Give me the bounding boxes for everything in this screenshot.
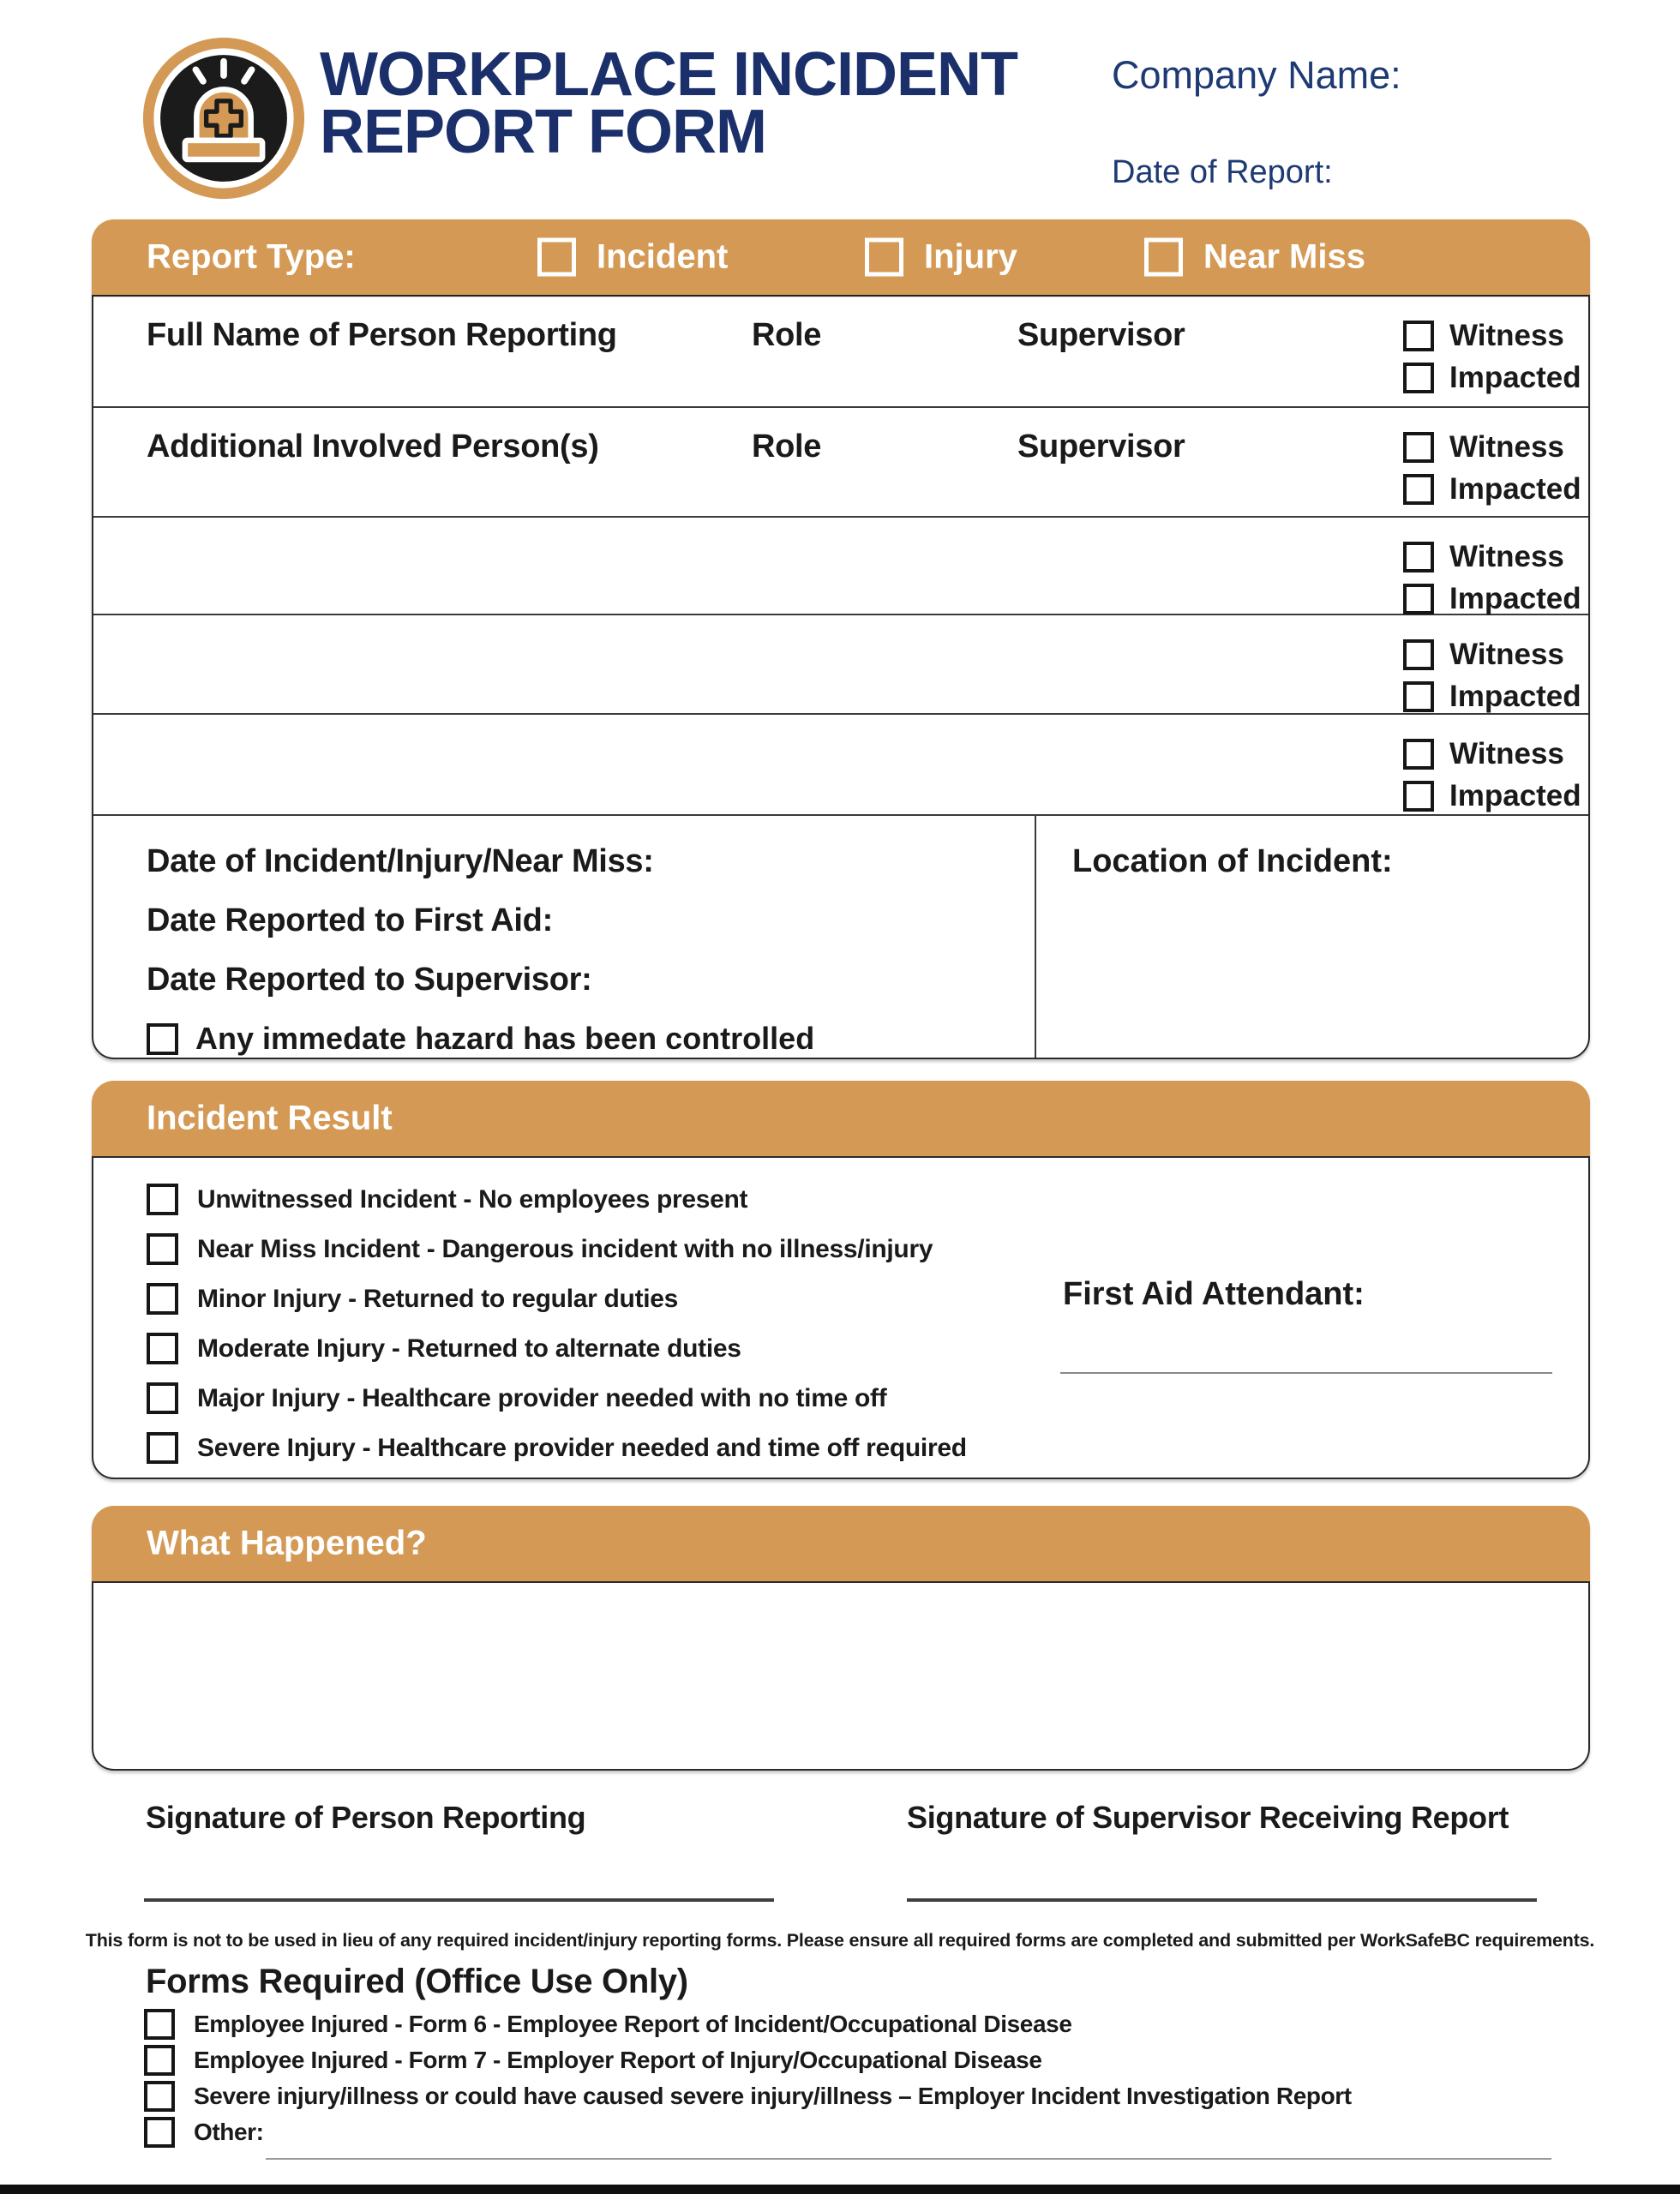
signature-person-line[interactable] (144, 1898, 774, 1902)
what-happened-textarea[interactable] (92, 1581, 1590, 1771)
additional-person-supervisor-header: Supervisor (1017, 429, 1185, 465)
report-type-option-near-miss (1144, 238, 1365, 277)
investigation-report-checkbox[interactable] (144, 2081, 175, 2112)
report-type-bar (92, 219, 1590, 295)
witness-impacted-block (1403, 430, 1581, 514)
dates-column (93, 816, 1036, 1058)
minor-injury-checkbox[interactable] (147, 1283, 178, 1315)
first-aid-attendant-input-line[interactable] (1060, 1372, 1552, 1374)
near-miss-incident-label: Near Miss Incident - Dangerous incident with no illness/injury (197, 1234, 933, 1263)
signature-supervisor-line[interactable] (907, 1898, 1537, 1902)
investigation-report-label: Severe injury/illness or could have caused severe injury/illness – Employer Incident Investigation Report (194, 2083, 1352, 2109)
siren-alarm-logo-icon (141, 36, 306, 201)
severe-injury-label: Severe Injury - Healthcare provider needed and time off required (197, 1433, 967, 1462)
impacted-checkbox[interactable] (1403, 681, 1434, 712)
witness-checkbox[interactable] (1403, 321, 1434, 351)
location-of-incident-label: Location of Incident: (1072, 843, 1393, 879)
impacted-label: Impacted (1449, 582, 1581, 615)
form7-checkbox[interactable] (144, 2045, 175, 2076)
result-option-severe-injury (147, 1432, 1588, 1464)
report-details-table (92, 219, 1590, 1059)
person-reporting-role-header: Role (752, 317, 822, 353)
first-aid-attendant-label: First Aid Attendant: (1063, 1276, 1365, 1312)
witness-impacted-block (1403, 319, 1581, 403)
witness-label: Witness (1449, 737, 1564, 770)
hazard-controlled-option (147, 1021, 1035, 1057)
witness-impacted-block (1403, 540, 1581, 624)
date-of-report-label[interactable]: Date of Report: (1112, 154, 1333, 190)
other-label: Other: (194, 2119, 264, 2145)
what-happened-header: What Happened? (147, 1524, 427, 1562)
location-column[interactable] (1036, 816, 1588, 1058)
incident-label: Incident (597, 237, 729, 276)
person-reporting-row[interactable] (93, 297, 1588, 408)
unwitnessed-incident-checkbox[interactable] (147, 1184, 178, 1215)
result-option-unwitnessed (147, 1184, 1588, 1215)
incident-checkbox[interactable] (537, 238, 576, 277)
hazard-controlled-label: Any immedate hazard has been controlled (195, 1021, 815, 1056)
form6-checkbox[interactable] (144, 2009, 175, 2040)
additional-person-name-header: Additional Involved Person(s) (147, 429, 599, 465)
page-title-line1: WORKPLACE INCIDENT (320, 40, 1017, 109)
witness-label: Witness (1449, 638, 1564, 671)
witness-label: Witness (1449, 540, 1564, 573)
result-option-moderate-injury (147, 1333, 1588, 1364)
report-type-label: Report Type: (147, 237, 356, 276)
what-happened-header-bar (92, 1506, 1590, 1581)
result-option-minor-injury (147, 1283, 1588, 1315)
signature-person-label: Signature of Person Reporting (146, 1800, 586, 1835)
forms-required-header: Forms Required (Office Use Only) (146, 1963, 688, 2000)
date-of-incident-label[interactable]: Date of Incident/Injury/Near Miss: (147, 843, 654, 879)
dates-location-row (93, 816, 1588, 1058)
impacted-label: Impacted (1449, 680, 1581, 713)
page-title (320, 40, 1017, 166)
incident-result-header-bar (92, 1081, 1590, 1156)
witness-impacted-block (1403, 638, 1581, 722)
date-reported-first-aid-label[interactable]: Date Reported to First Aid: (147, 902, 553, 938)
date-reported-supervisor-label[interactable]: Date Reported to Supervisor: (147, 962, 592, 998)
other-input-line[interactable] (266, 2158, 1551, 2160)
form6-option (144, 2009, 1352, 2040)
witness-label: Witness (1449, 319, 1564, 352)
other-option (144, 2117, 1352, 2148)
witness-checkbox[interactable] (1403, 432, 1434, 463)
person-reporting-name-header: Full Name of Person Reporting (147, 317, 617, 353)
incident-result-body (92, 1156, 1590, 1479)
page-title-line2: REPORT FORM (320, 98, 766, 166)
report-type-option-incident (537, 238, 728, 277)
form7-option (144, 2045, 1352, 2076)
forms-required-list (144, 2009, 1352, 2153)
blank-person-row[interactable] (93, 715, 1588, 816)
result-option-major-injury (147, 1382, 1588, 1414)
impacted-label: Impacted (1449, 779, 1581, 812)
report-type-option-injury (865, 238, 1017, 277)
form-header (141, 34, 1629, 210)
incident-result-section (92, 1081, 1590, 1479)
severe-injury-checkbox[interactable] (147, 1432, 178, 1464)
witness-checkbox[interactable] (1403, 739, 1434, 770)
other-checkbox[interactable] (144, 2117, 175, 2148)
impacted-checkbox[interactable] (1403, 474, 1434, 505)
near-miss-incident-checkbox[interactable] (147, 1233, 178, 1265)
hazard-controlled-checkbox[interactable] (147, 1023, 178, 1055)
impacted-label: Impacted (1449, 361, 1581, 394)
witness-checkbox[interactable] (1403, 639, 1434, 670)
what-happened-section (92, 1506, 1590, 1771)
witness-checkbox[interactable] (1403, 542, 1434, 572)
result-option-near-miss (147, 1233, 1588, 1265)
moderate-injury-checkbox[interactable] (147, 1333, 178, 1364)
impacted-checkbox[interactable] (1403, 363, 1434, 393)
impacted-checkbox[interactable] (1403, 584, 1434, 614)
additional-person-row[interactable] (93, 408, 1588, 518)
near-miss-checkbox[interactable] (1144, 238, 1183, 277)
additional-person-role-header: Role (752, 429, 822, 465)
person-reporting-supervisor-header: Supervisor (1017, 317, 1185, 353)
injury-checkbox[interactable] (865, 238, 903, 277)
header-fields (1112, 53, 1401, 191)
form6-label: Employee Injured - Form 6 - Employee Report of Incident/Occupational Disease (194, 2011, 1072, 2037)
signature-supervisor-label: Signature of Supervisor Receiving Report (907, 1800, 1509, 1835)
witness-label: Witness (1449, 430, 1564, 464)
company-name-label[interactable]: Company Name: (1112, 53, 1401, 97)
incident-result-header: Incident Result (147, 1099, 393, 1137)
investigation-report-option (144, 2081, 1352, 2112)
impacted-checkbox[interactable] (1403, 781, 1434, 812)
major-injury-checkbox[interactable] (147, 1382, 178, 1414)
unwitnessed-incident-label: Unwitnessed Incident - No employees present (197, 1184, 748, 1214)
injury-label: Injury (924, 237, 1017, 276)
minor-injury-label: Minor Injury - Returned to regular duties (197, 1284, 679, 1313)
blank-person-row[interactable] (93, 518, 1588, 615)
near-miss-label: Near Miss (1203, 237, 1365, 276)
blank-person-row[interactable] (93, 615, 1588, 715)
impacted-label: Impacted (1449, 472, 1581, 506)
worksafebc-disclaimer: This form is not to be used in lieu of any required incident/injury reporting forms. Please ensure all required forms are completed and submitted per WorkSafeBC requirements. (85, 1930, 1595, 1951)
people-rows (92, 295, 1590, 1059)
form7-label: Employee Injured - Form 7 - Employer Report of Injury/Occupational Disease (194, 2047, 1042, 2073)
witness-impacted-block (1403, 737, 1581, 821)
moderate-injury-label: Moderate Injury - Returned to alternate duties (197, 1334, 741, 1363)
page-bottom-rule (0, 2185, 1680, 2194)
major-injury-label: Major Injury - Healthcare provider needed with no time off (197, 1383, 887, 1412)
